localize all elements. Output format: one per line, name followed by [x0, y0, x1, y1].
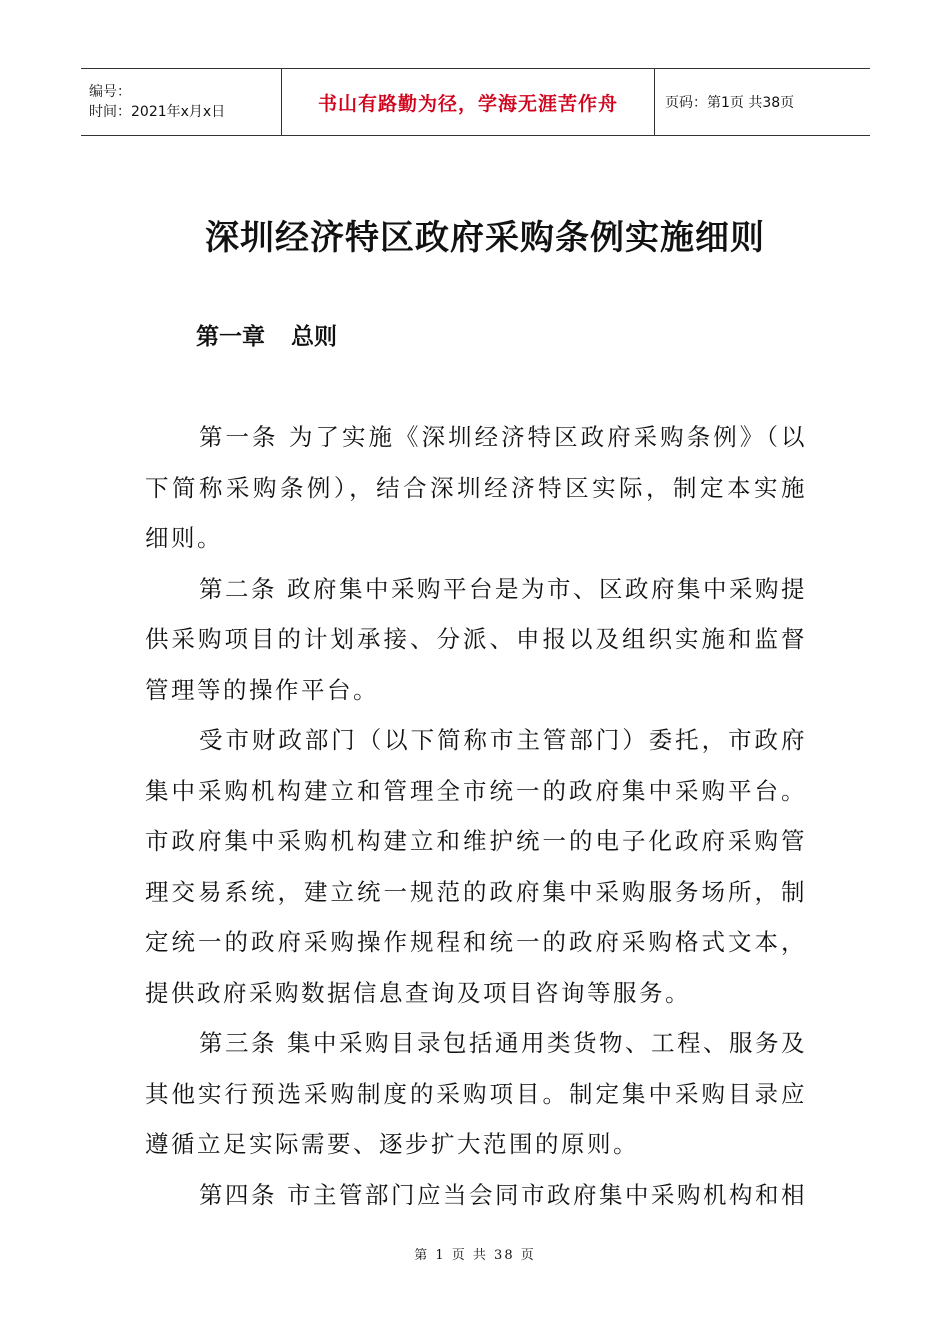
- text-line: 第三条 集中采购目录包括通用类货物、工程、服务及: [199, 1029, 807, 1057]
- number-label: 编号：: [89, 84, 131, 100]
- paragraph: [145, 1018, 807, 1170]
- paragraph: [145, 715, 807, 1018]
- text-line: 第二条 政府集中采购平台是为市、区政府集中采购提: [199, 574, 807, 603]
- header-meta: [81, 69, 281, 135]
- header-page-info: [655, 69, 870, 135]
- paragraph: [145, 412, 807, 564]
- text-line: 第四条 市主管部门应当会同市政府集中采购机构和相: [199, 1180, 807, 1209]
- text-line: 集中采购机构建立和管理全市统一的政府集中采购平台。: [145, 776, 807, 805]
- header-motto: [281, 69, 655, 135]
- document-title: 深圳经济特区政府采购条例实施细则: [205, 218, 765, 258]
- document-header: [81, 68, 870, 136]
- text-line: 供采购项目的计划承接、分派、申报以及组织实施和监督: [145, 625, 807, 653]
- chapter-name: 总则: [291, 324, 337, 350]
- text-line: 细则。: [145, 524, 223, 552]
- motto-text: 书山有路勤为径，学海无涯苦作舟: [317, 92, 618, 115]
- page-info-text: 页码：第1页 共38页: [665, 95, 795, 111]
- paragraph: [145, 564, 807, 716]
- text-line: 市政府集中采购机构建立和维护统一的电子化政府采购管: [145, 827, 807, 855]
- text-line: 下简称采购条例），结合深圳经济特区实际，制定本实施: [145, 473, 807, 502]
- paragraph: [145, 1170, 807, 1221]
- document-body: [145, 412, 807, 1220]
- text-line: 理交易系统，建立统一规范的政府集中采购服务场所，制: [145, 877, 807, 906]
- text-line: 遵循立足实际需要、逐步扩大范围的原则。: [145, 1130, 639, 1158]
- text-line: 受市财政部门（以下简称市主管部门）委托，市政府: [199, 726, 807, 754]
- chapter-number: 第一章: [196, 324, 265, 350]
- text-line: 其他实行预选采购制度的采购项目。制定集中采购目录应: [145, 1079, 807, 1108]
- time-label: 时间：2021年x月x日: [89, 104, 226, 120]
- chapter-heading: [196, 318, 337, 351]
- text-line: 第一条 为了实施《深圳经济特区政府采购条例》（以: [199, 423, 807, 451]
- text-line: 定统一的政府采购操作规程和统一的政府采购格式文本，: [145, 928, 807, 956]
- text-line: 提供政府采购数据信息查询及项目咨询等服务。: [145, 978, 691, 1007]
- page-footer: 第 1 页 共 38 页: [414, 1248, 536, 1263]
- text-line: 管理等的操作平台。: [145, 675, 379, 704]
